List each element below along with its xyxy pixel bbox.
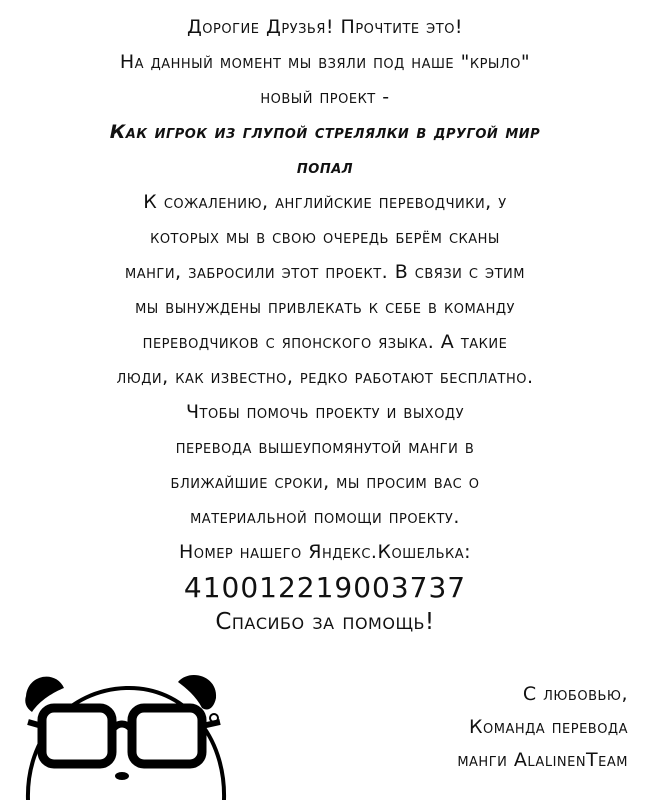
notice-line: материальной помощи проекту. — [190, 506, 460, 528]
greeting-heading: Дорогие Друзья! Прочтите это! — [186, 16, 464, 38]
notice-line: перевода вышеупомянутой манги в — [175, 436, 475, 458]
notice-line: Чтобы помочь проекту и выходу — [185, 401, 464, 423]
signature-line: манги AlalinenTeam — [457, 749, 628, 771]
wallet-label: Номер нашего Яндекс.Кошелька: — [178, 541, 472, 563]
notice-line: манги, забросили этот проект. В связи с этим — [125, 261, 525, 283]
notice-line: люди, как известно, редко работают бесплатно. — [116, 366, 534, 388]
notice-line: новый проект - — [260, 86, 390, 108]
notice-line: К сожалению, английские переводчики, у — [143, 191, 507, 213]
signature-line: Команда перевода — [469, 716, 628, 738]
notice-line: ближайшие сроки, мы просим вас о — [170, 471, 480, 493]
manga-title-line: Как игрок из глупой стрелялки в другой мир — [109, 121, 541, 143]
signature-block — [298, 678, 628, 777]
signature-line: С любовью, — [522, 683, 628, 705]
panda-with-glasses-icon — [18, 668, 233, 800]
thanks-line: Спасибо за помощь! — [215, 609, 435, 635]
notice-line: мы вынуждены привлекать к себе в команду — [135, 296, 515, 318]
wallet-number: 410012219003737 — [183, 571, 467, 604]
manga-title-line: попал — [296, 156, 354, 178]
notice-text — [0, 10, 650, 640]
notice-line: которых мы в свою очередь берём сканы — [150, 226, 500, 248]
notice-line: переводчиков с японского языка. А такие — [142, 331, 508, 353]
notice-line: На данный момент мы взяли под наше "крыло" — [119, 51, 531, 73]
